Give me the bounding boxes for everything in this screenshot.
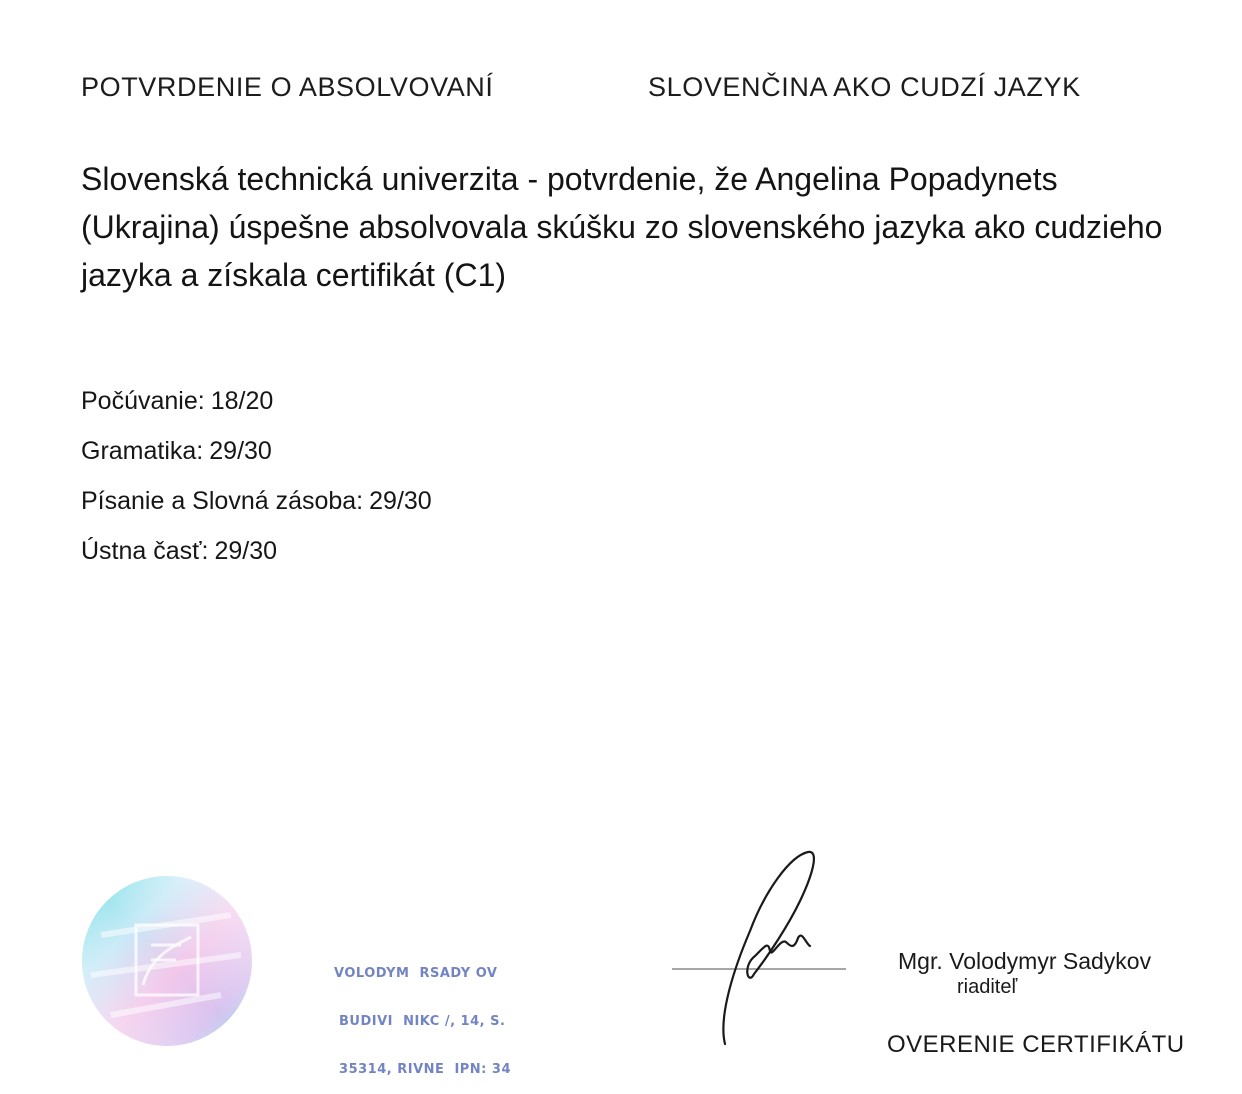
stamp-line: VOLODYM RSADY OV xyxy=(334,966,498,981)
score-row-oral xyxy=(81,526,432,576)
score-value: 29/30 xyxy=(369,487,432,515)
score-value: 29/30 xyxy=(214,537,278,565)
score-value: 18/20 xyxy=(210,387,274,415)
holographic-seal-icon xyxy=(81,875,253,1047)
signature-icon xyxy=(670,846,850,1051)
document-header-left: POTVRDENIE O ABSOLVOVANÍ xyxy=(81,72,494,102)
score-label: Ústna časť: xyxy=(81,537,209,565)
signer-role: riaditeľ xyxy=(957,976,1018,998)
score-row-grammar xyxy=(81,426,432,476)
official-stamp xyxy=(334,934,511,1094)
score-label: Gramatika: xyxy=(81,437,204,465)
score-list xyxy=(81,376,432,576)
document-header-right: SLOVENČINA AKO CUDZÍ JAZYK xyxy=(648,72,1081,102)
certificate-verification-label: OVERENIE CERTIFIKÁTU xyxy=(887,1031,1185,1058)
score-value: 29/30 xyxy=(209,437,272,465)
stamp-line: 35314, RIVNE IPN: 34 xyxy=(334,1062,511,1077)
certificate-statement: Slovenská technická univerzita - potvrdenie, že Angelina Popadynets (Ukrajina) úspešne absolvovala skúšku zo slovenského jazyka ako cudzieho jazyka a získala certifikát (C1) xyxy=(81,161,1163,293)
score-label: Počúvanie: xyxy=(81,387,205,415)
score-label: Písanie a Slovná zásoba: xyxy=(81,487,364,515)
score-row-writing xyxy=(81,476,432,526)
score-row-listening xyxy=(81,376,432,426)
stamp-line: BUDIVI NIKC /, 14, S. xyxy=(334,1014,506,1029)
signer-name: Mgr. Volodymyr Sadykov xyxy=(898,948,1152,974)
